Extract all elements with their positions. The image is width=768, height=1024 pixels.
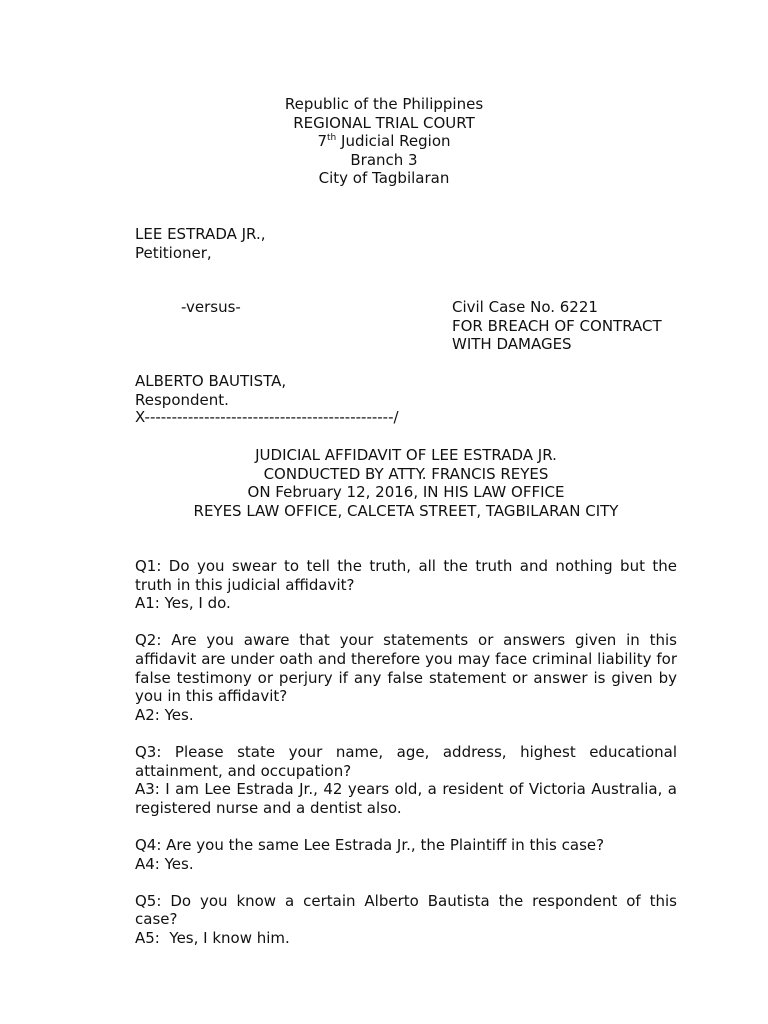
qa-item	[135, 631, 677, 724]
question: Q1: Do you swear to tell the truth, all the truth and nothing but the truth in this judicial affidavit?	[135, 557, 677, 594]
judicial-region	[0, 132, 768, 151]
answer: A5: Yes, I know him.	[135, 928, 290, 947]
question: Q2: Are you aware that your statements or answers given in this affidavit are under oath and therefore you may face criminal liability for false testimony or perjury if any false statement or answer is given by you in this affidavit?	[135, 631, 677, 706]
respondent-name: ALBERTO BAUTISTA,	[135, 372, 287, 390]
caption-separator: X----------------------------------------------/	[135, 408, 399, 426]
qa-item	[135, 836, 677, 873]
region-text: Judicial Region	[336, 132, 451, 151]
affidavit-title	[0, 446, 768, 520]
city-line: City of Tagbilaran	[318, 169, 450, 188]
case-block	[452, 298, 662, 354]
republic-line: Republic of the Philippines	[284, 95, 484, 113]
respondent-role: Respondent.	[135, 390, 229, 409]
title-line2: CONDUCTED BY ATTY. FRANCIS REYES	[263, 464, 549, 483]
question: Q5: Do you know a certain Alberto Bautista the respondent of this case?	[135, 891, 677, 929]
qa-item	[135, 557, 677, 613]
answer: A3: I am Lee Estrada Jr., 42 years old, a resident of Victoria Australia, a registered nurse and a dentist also.	[135, 780, 677, 817]
answer: A2: Yes.	[135, 705, 194, 724]
branch-line: Branch 3	[350, 150, 418, 169]
qa-item	[135, 743, 677, 817]
question: Q3: Please state your name, age, address, highest educational attainment, and occupation?	[135, 742, 677, 780]
title-line4: REYES LAW OFFICE, CALCETA STREET, TAGBILARAN CITY	[193, 501, 619, 520]
versus-label: -versus-	[181, 298, 241, 316]
case-number: Civil Case No. 6221	[452, 298, 598, 316]
court-header	[0, 95, 768, 188]
case-nature-line1: FOR BREACH OF CONTRACT	[452, 316, 662, 335]
case-nature-line2: WITH DAMAGES	[452, 335, 572, 354]
region-ordinal: th	[327, 133, 337, 144]
region-number: 7	[317, 132, 328, 151]
title-line1: JUDICIAL AFFIDAVIT OF LEE ESTRADA JR.	[255, 446, 557, 464]
petitioner-role: Petitioner,	[135, 243, 212, 262]
qa-item	[135, 892, 677, 948]
court-name: REGIONAL TRIAL COURT	[293, 113, 475, 132]
petitioner-name: LEE ESTRADA JR.,	[135, 225, 266, 243]
answer: A1: Yes, I do.	[135, 594, 231, 613]
question: Q4: Are you the same Lee Estrada Jr., the Plaintiff in this case?	[135, 835, 605, 854]
title-line3: ON February 12, 2016, IN HIS LAW OFFICE	[247, 483, 565, 502]
respondent-block	[135, 372, 286, 409]
question-answer-list	[135, 557, 677, 966]
petitioner-block	[135, 225, 265, 262]
answer: A4: Yes.	[135, 854, 194, 873]
